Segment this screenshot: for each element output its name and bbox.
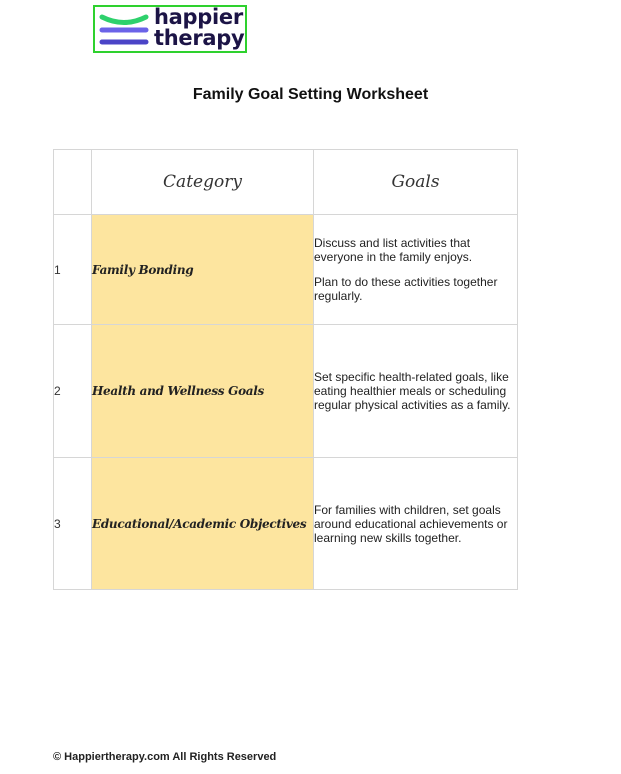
goal-table: [53, 149, 518, 590]
row-goals: [314, 458, 518, 590]
table-row: [54, 325, 518, 458]
logo-waves-icon: [99, 10, 149, 50]
table-row: [54, 215, 518, 325]
logo: [93, 5, 247, 53]
copyright-footer: © Happiertherapy.com All Rights Reserved: [53, 751, 277, 763]
table-header-row: [54, 150, 518, 215]
row-category: Family Bonding: [92, 215, 314, 325]
header-number: [54, 150, 92, 215]
logo-line1: happier: [154, 5, 243, 29]
logo-wordmark: [154, 7, 244, 49]
header-goals: Goals: [314, 150, 518, 215]
table-row: [54, 458, 518, 590]
header-category: Category: [92, 150, 314, 215]
row-goals: [314, 325, 518, 458]
row-number: 3: [54, 458, 92, 590]
goal-text: Set specific health-related goals, like eating healthier meals or scheduling regular physical activities as a family.: [314, 370, 511, 412]
row-category: Educational/Academic Objectives: [92, 458, 314, 590]
row-number: 1: [54, 215, 92, 325]
row-goals: [314, 215, 518, 325]
goal-text: For families with children, set goals around educational achievements or learning new skills together.: [314, 502, 508, 545]
page-title: Family Goal Setting Worksheet: [192, 86, 429, 103]
row-number: 2: [54, 325, 92, 458]
logo-line2: therapy: [154, 26, 245, 50]
goal-text: Plan to do these activities together regularly.: [314, 275, 498, 303]
goal-text: Discuss and list activities that everyone in the family enjoys.: [314, 236, 473, 264]
row-category: Health and Wellness Goals: [92, 325, 314, 458]
